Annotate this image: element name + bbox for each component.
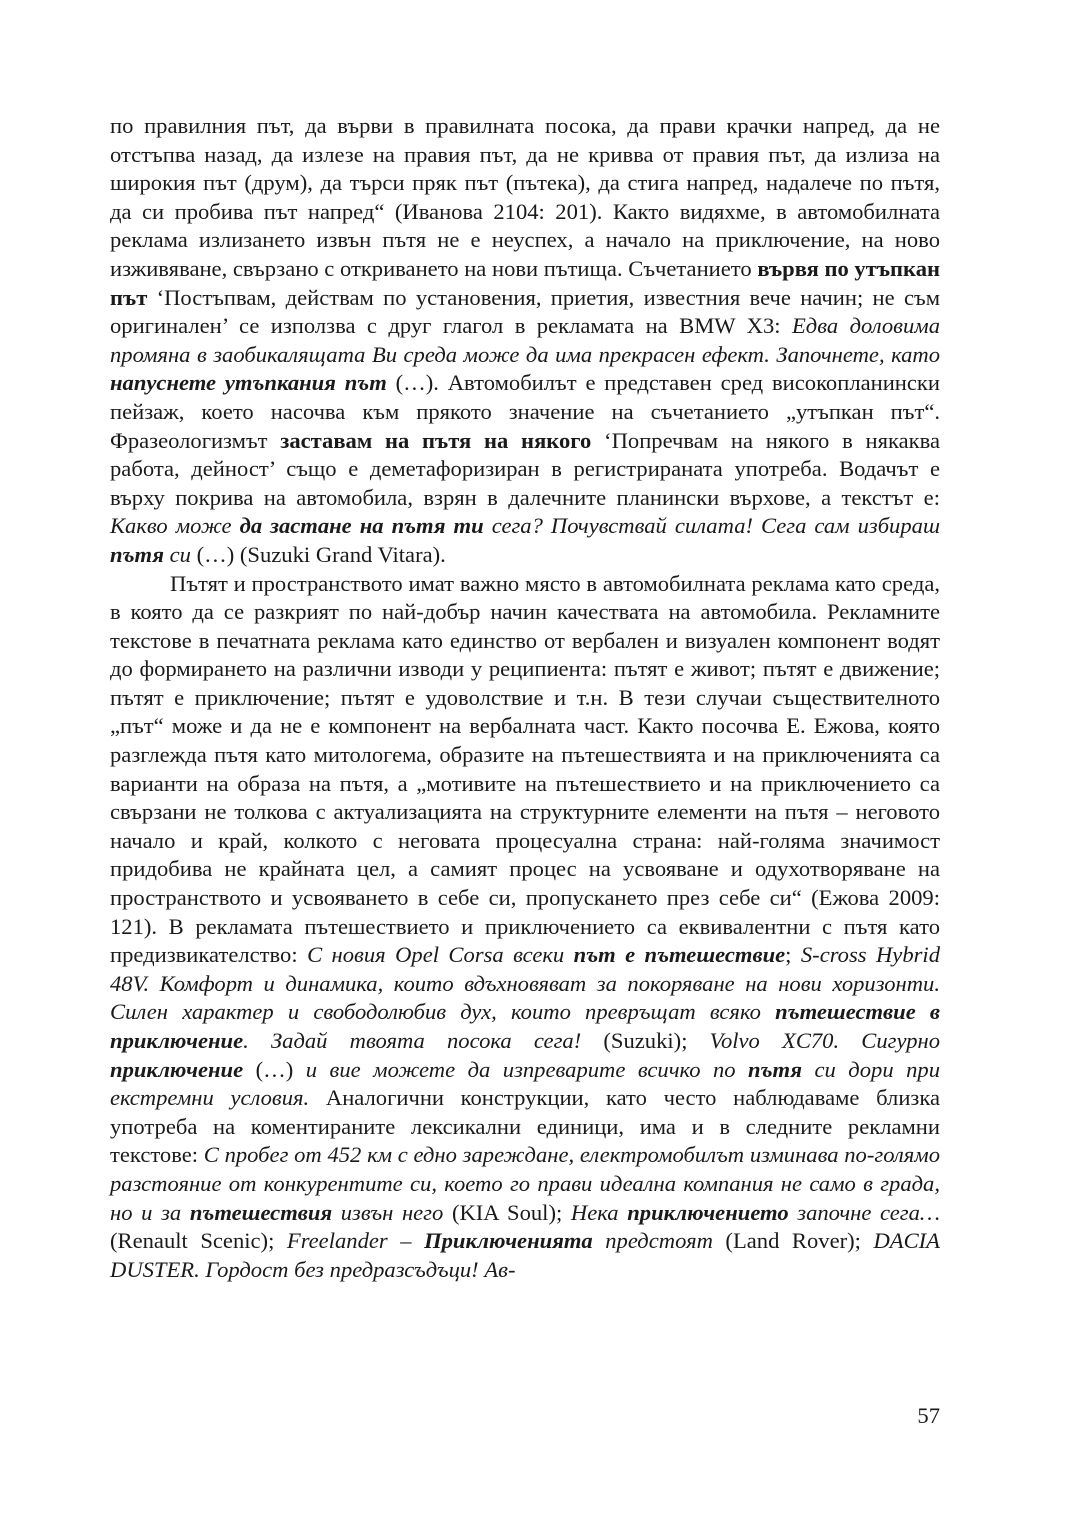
text-run: (…) (Suzuki Grand Vitara). <box>190 541 446 567</box>
text-run: (Suzuki); <box>581 1028 710 1053</box>
text-run: Аналогични конструкции, като често наблюдаваме близка употреба на коментираните лексикални единици, има и в следните рекламни текстове: <box>110 1085 941 1168</box>
text-run: пътешествие в приключение <box>110 999 941 1053</box>
text-run: приключение <box>110 1056 244 1082</box>
text-run: Пътят и пространството имат важно място в автомобилната реклама като среда, в която да се разкрият по най-добър начин качествата на автомобила. Рекламните текстове в печатната реклама като единство от вербален и визуален компонент водят до формирането на различни изводи у реципиента: пътят е живот; пътят е движение; пътят е приключение; пътят е удоволствие и т.н. В тези случаи съществителното „път“ може и да не е компонент на вербалната част. Както посочва Е. Ежова, която разглежда пътя като митологема, образите на пътешествията и на приключенията са варианти на образа на пътя, а „мотивите на пътешествието и на приключението са свързани не толкова с актуализацията на структурните елементи на пътя – неговото начало и край, колкото с неговата процесуална страна: най-голяма значимост придобива не крайната цел, а самият процес на усвояване и одухотворяване на пространството и усвояването в себе си, пропускането през себе си“ (Ежова 2009: 121). В рекламата пътешествието и приключението са еквивалентни с пътя като предизвикателство: <box>110 570 940 968</box>
text-run: започне сега… <box>788 1199 941 1225</box>
text-run: да застане на пътя ти <box>239 513 484 539</box>
text-run: DACIA DUSTER. Гордост без предразсъдъци! Ав- <box>110 1228 940 1282</box>
text-run: напуснете утъпкания път <box>110 370 387 396</box>
text-run: С новия Opel Corsa всеки <box>307 942 574 968</box>
text-run: пътя <box>748 1056 803 1082</box>
paragraph-2 <box>110 570 940 1285</box>
text-run: (Renault Scenic); <box>110 1228 287 1254</box>
text-run: пътя <box>110 541 164 567</box>
text-run: . Задай твоята посока сега! <box>243 1028 582 1053</box>
text-run: (KIA Soul); <box>443 1199 571 1225</box>
text-run: Нека <box>570 1199 628 1225</box>
text-run: ‘Постъпвам, действам по установения, приетия, известния вече начин; не съм оригинален’ се използва с друг глагол в рекламата на BMW X3: <box>110 284 940 339</box>
page-body <box>110 112 940 1284</box>
text-run: Какво може <box>110 513 240 539</box>
text-run: си дори при екстремни условия. <box>110 1056 940 1111</box>
paragraph-1 <box>110 112 940 570</box>
text-run: Volvo XC70. Сигурно <box>709 1028 940 1053</box>
text-run: и вие можете да изпреварите всичко по <box>305 1056 749 1082</box>
text-run: (Land Rover); <box>712 1228 874 1254</box>
text-run: С пробег от 452 км с едно зареждане, електромобилът изминава по-голямо разстояние от конкурентите си, което го прави идеална компания не само в града, но и за <box>110 1142 940 1225</box>
text-run: вървя по утъпкан път <box>110 255 941 310</box>
text-run: ‘Попречвам на някого в някаква работа, дейност’ също е деметафоризиран в регистрираната употреба. Водачът е върху покрива на автомобила, взрян в далечните планински върхове, а текстът е: <box>110 427 941 510</box>
text-run: извън него <box>332 1199 444 1225</box>
text-run: S-cross Hybrid 48V. Комфорт и динамика, които вдъхновяват за покоряване на нови хоризонти. Силен характер и свободолюбив дух, които превръщат всяко <box>110 942 940 1025</box>
text-run: си <box>163 541 191 567</box>
text-run: приключението <box>627 1199 789 1225</box>
text-run: Едва доловима промяна в заобикалящата Ви среда може да има прекрасен ефект. Започнете, като <box>110 313 940 367</box>
text-run: път е пътешествие <box>573 942 786 968</box>
text-run: Freelander – <box>286 1228 425 1254</box>
text-run: (…). Автомобилът е представен сред високопланински пейзаж, което насочва към прякото значение на съчетанието „утъпкан път“. Фразеологизмът <box>110 370 940 453</box>
text-run: Приключенията <box>424 1228 593 1254</box>
text-run: предстоят <box>592 1228 713 1254</box>
text-run: ; <box>785 942 801 968</box>
page-number: 57 <box>917 1403 940 1428</box>
text-run: сега? Почувствай силата! Сега сам избираш <box>483 513 940 539</box>
text-run: (…) <box>243 1056 306 1082</box>
text-run: по правилния път, да върви в правилната посока, да прави крачки напред, да не отстъпва назад, да излезе на правия път, да не кривва от правия път, да излиза на широкия път (друм), да търси пряк път (пътека), да стига напред, надалече по пътя, да си пробива път напред“ (Иванова 2104: 201). Както видяхме, в автомобилната реклама излизането извън пътя не е неуспех, а начало на приключение, на ново изживяване, свързано с откриването на нови пътища. Съчетанието <box>110 113 940 281</box>
text-run: пътешествия <box>189 1199 333 1225</box>
text-run: заставам на пътя на някого <box>280 427 592 453</box>
